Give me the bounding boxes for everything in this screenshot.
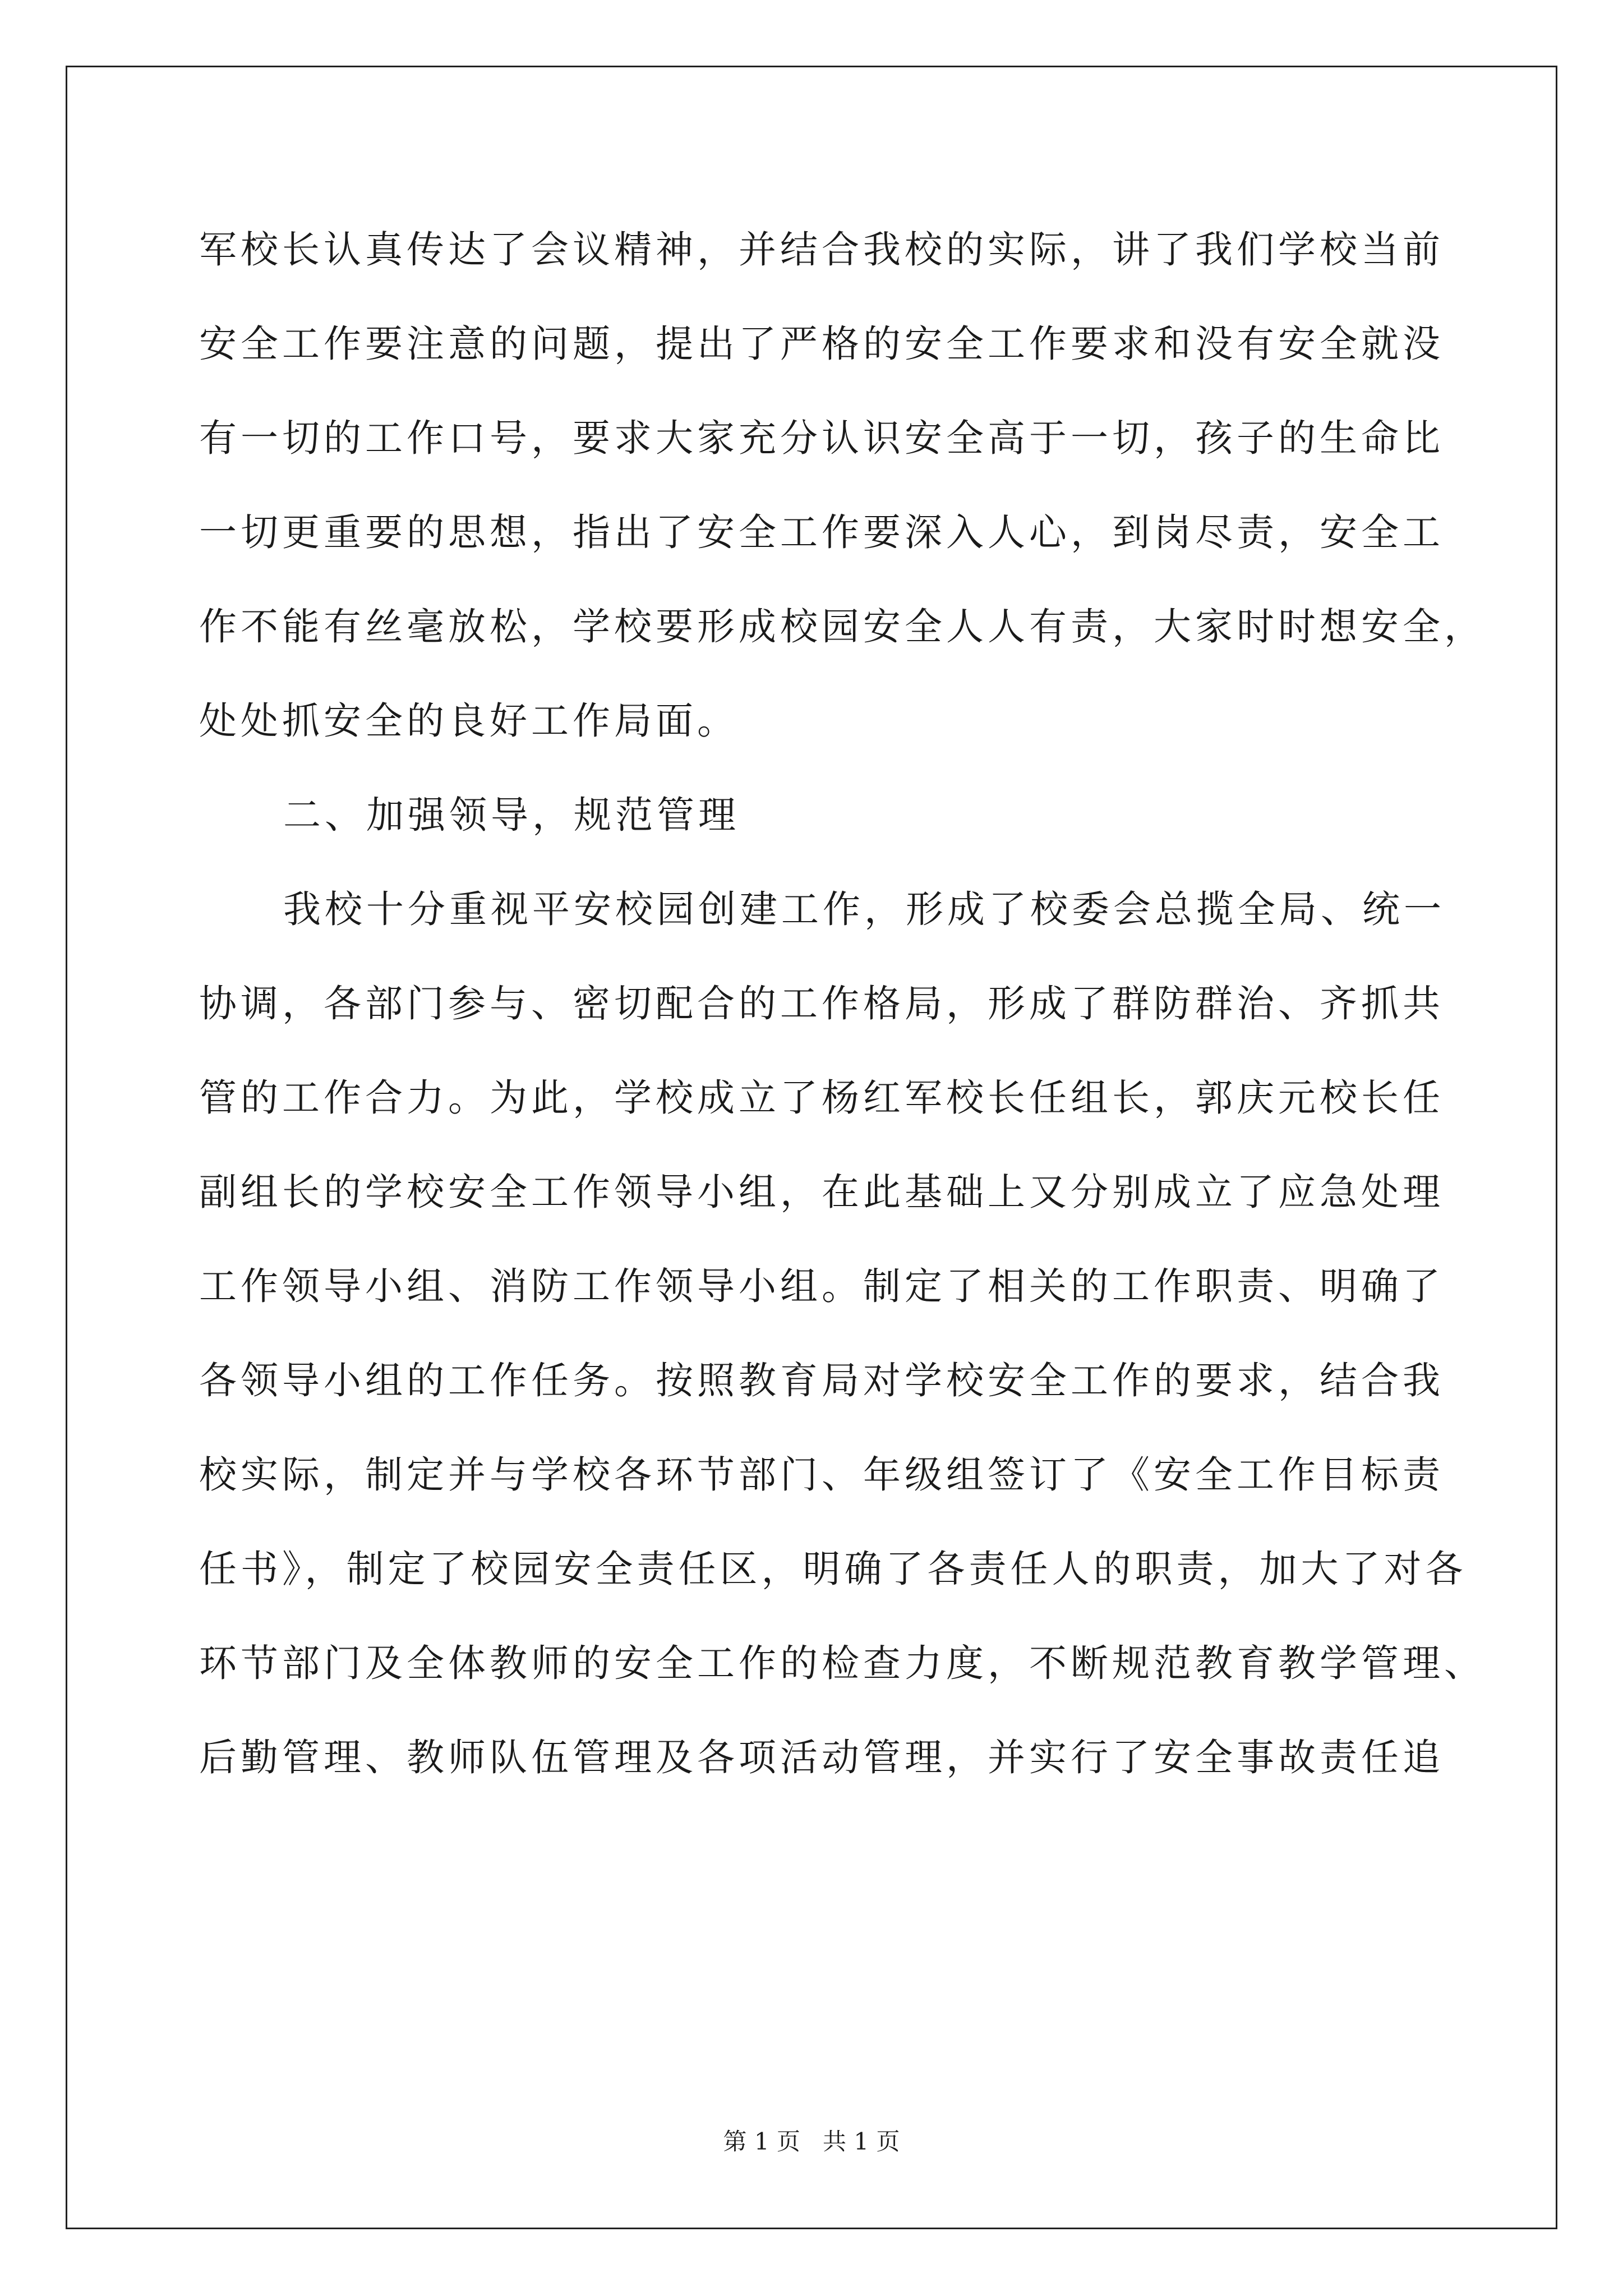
body-line: 我校十分重视平安校园创建工作，形成了校委会总揽全局、统一 <box>283 887 1445 931</box>
body-line: 后勤管理、教师队伍管理及各项活动管理，并实行了安全事故责任追 <box>199 1736 1444 1779</box>
body-line: 任书》，制定了校园安全责任区，明确了各责任人的职责，加大了对各 <box>199 1547 1467 1591</box>
body-line: 工作领导小组、消防工作领导小组。制定了相关的工作职责、明确了 <box>199 1264 1444 1308</box>
body-line: 各领导小组的工作任务。按照教育局对学校安全工作的要求，结合我 <box>199 1359 1444 1402</box>
body-line: 一切更重要的思想，指出了安全工作要深入人心，到岗尽责，安全工 <box>199 510 1444 554</box>
body-line: 作不能有丝毫放松，学校要形成校园安全人人有责，大家时时想安全， <box>199 605 1486 648</box>
section-heading: 二、加强领导，规范管理 <box>283 793 740 837</box>
page-number: 第 1 页 共 1 页 <box>723 2128 900 2155</box>
body-line: 安全工作要注意的问题，提出了严格的安全工作要求和没有安全就没 <box>199 322 1444 366</box>
body-line: 协调，各部门参与、密切配合的工作格局，形成了群防群治、齐抓共 <box>199 982 1444 1025</box>
page-border <box>66 66 1557 2229</box>
body-line: 校实际，制定并与学校各环节部门、年级组签订了《安全工作目标责 <box>199 1453 1444 1497</box>
body-line: 军校长认真传达了会议精神，并结合我校的实际，讲了我们学校当前 <box>199 228 1444 272</box>
body-line: 管的工作合力。为此，学校成立了杨红军校长任组长，郭庆元校长任 <box>199 1076 1444 1120</box>
body-line: 副组长的学校安全工作领导小组，在此基础上又分别成立了应急处理 <box>199 1170 1444 1214</box>
body-line: 环节部门及全体教师的安全工作的检查力度，不断规范教育教学管理、 <box>199 1641 1486 1685</box>
body-line: 有一切的工作口号，要求大家充分认识安全高于一切，孩子的生命比 <box>199 416 1444 460</box>
body-line: 处处抓安全的良好工作局面。 <box>199 699 739 743</box>
